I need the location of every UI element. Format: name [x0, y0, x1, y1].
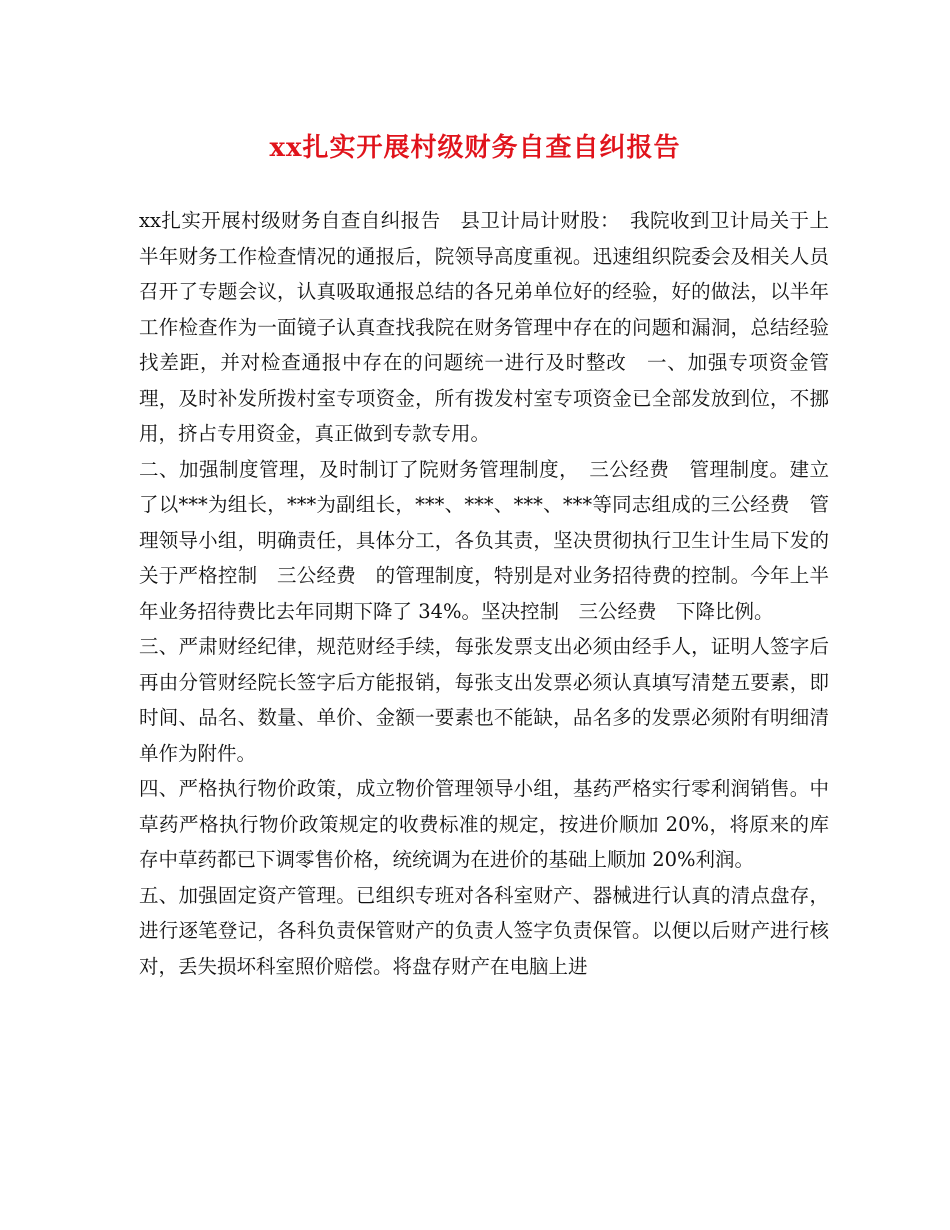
paragraph-section-4: 四、严格执行物价政策，成立物价管理领导小组，基药严格实行零利润销售。中草药严格执行物价政策规定的收费标准的规定，按进价顺加 20%，将原来的库存中草药都已下调零售价格，统统调为在进价的基础上顺加 20%利润。: [139, 777, 829, 871]
paragraph-intro: xx扎实开展村级财务自查自纠报告 县卫计局计财股： 我院收到卫计局关于上半年财务工作检查情况的通报后，院领导高度重视。迅速组织院委会及相关人员召开了专题会议，认真吸取通报总结的各兄弟单位好的经验，好的做法，以半年工作检查作为一面镜子认真查找我院在财务管理中存在的问题和漏洞，总结经验找差距，并对检查通报中存在的问题统一进行及时整改 一、加强专项资金管理，及时补发所拨村室专项资金，所有拨发村室专项资金已全部发放到位，不挪用，挤占专用资金，真正做到专款专用。: [139, 209, 829, 445]
paragraph-section-2: 二、加强制度管理，及时制订了院财务管理制度， 三公经费 管理制度。建立了以***为组长，***为副组长，***、***、***、***等同志组成的三公经费 管理领导小组，明确责任，具体分工，各负其责，坚决贯彻执行卫生计生局下发的关于严格控制 三公经费 的管理制度，特别是对业务招待费的控制。今年上半年业务招待费比去年同期下降了 34%。坚决控制 三公经费 下降比例。: [139, 457, 829, 623]
document-title: xx扎实开展村级财务自查自纠报告: [269, 133, 681, 163]
paragraph-section-3: 三、严肃财经纪律，规范财经手续，每张发票支出必须由经手人，证明人签字后再由分管财经院长签字后方能报销，每张支出发票必须认真填写清楚五要素，即时间、品名、数量、单价、金额一要素也不能缺，品名多的发票必须附有明细清单作为附件。: [139, 635, 829, 765]
paragraph-section-5: 五、加强固定资产管理。已组织专班对各科室财产、器械进行认真的清点盘存，进行逐笔登记，各科负责保管财产的负责人签字负责保管。以便以后财产进行核对，丢失损坏科室照价赔偿。将盘存财产在电脑上进: [139, 883, 829, 978]
document-body: [139, 203, 829, 984]
